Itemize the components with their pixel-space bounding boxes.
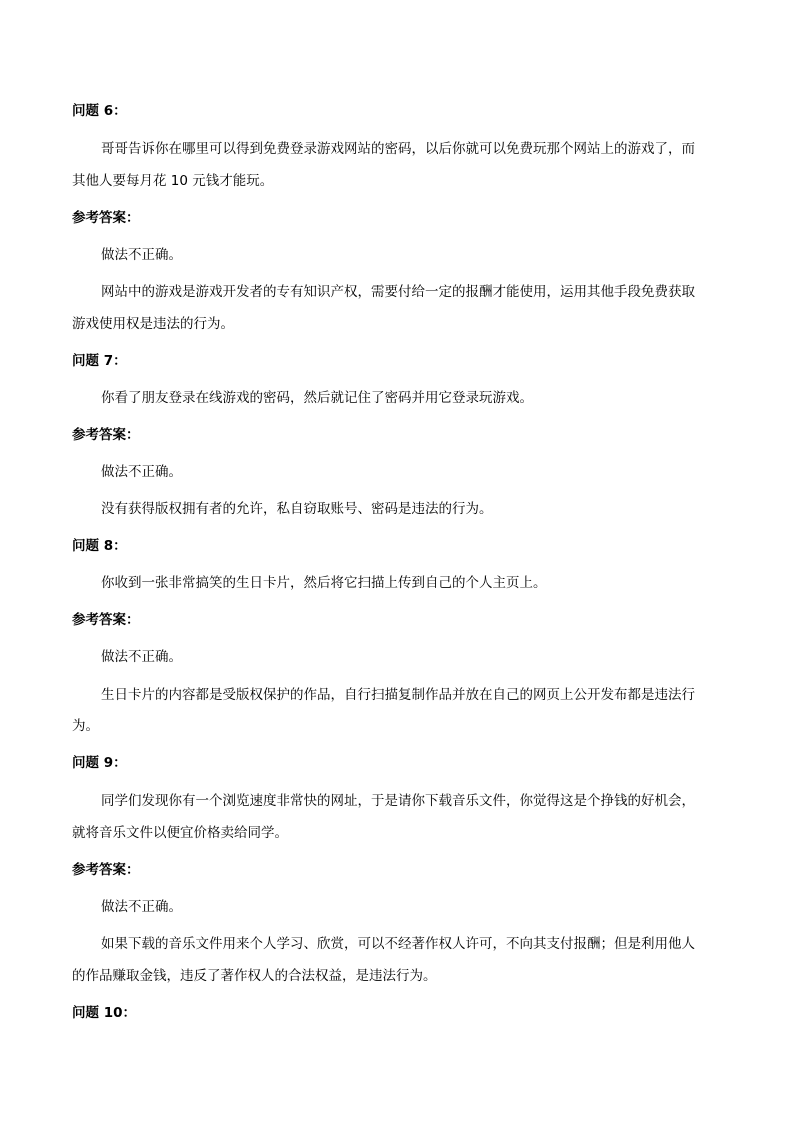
answer-verdict: 做法不正确。 xyxy=(101,464,182,480)
answer-verdict: 做法不正确。 xyxy=(101,247,182,263)
question-9-text-line-2: 就将音乐文件以便宜价格卖给同学。 xyxy=(72,825,288,841)
question-7-text-line-1: 你看了朋友登录在线游戏的密码，然后就记住了密码并用它登录玩游戏。 xyxy=(101,390,533,406)
question-10-heading: 问题 10： xyxy=(72,1005,136,1021)
answer-explanation-line-2: 游戏使用权是违法的行为。 xyxy=(72,316,234,332)
answer-explanation-line-2: 的作品赚取金钱，违反了著作权人的合法权益，是违法行为。 xyxy=(72,968,437,984)
answer-verdict: 做法不正确。 xyxy=(101,649,182,665)
question-9-text-line-1: 同学们发现你有一个浏览速度非常快的网址，于是请你下载音乐文件，你觉得这是个挣钱的好机会， xyxy=(101,793,695,809)
answer-explanation-line-1: 生日卡片的内容都是受版权保护的作品，自行扫描复制作品并放在自己的网页上公开发布都是违法行 xyxy=(101,687,695,703)
question-7-heading: 问题 7： xyxy=(72,353,127,369)
answer-explanation-line-2: 为。 xyxy=(72,718,99,734)
question-6-text-line-1: 哥哥告诉你在哪里可以得到免费登录游戏网站的密码，以后你就可以免费玩那个网站上的游戏了，而 xyxy=(101,141,695,157)
question-8-text-line-1: 你收到一张非常搞笑的生日卡片，然后将它扫描上传到自己的个人主页上。 xyxy=(101,575,547,591)
answer-heading: 参考答案： xyxy=(72,210,140,226)
answer-explanation-line-1: 没有获得版权拥有者的允许，私自窃取账号、密码是违法的行为。 xyxy=(101,501,493,517)
answer-explanation-line-1: 网站中的游戏是游戏开发者的专有知识产权，需要付给一定的报酬才能使用，运用其他手段免费获取 xyxy=(101,284,695,300)
answer-heading: 参考答案： xyxy=(72,427,140,443)
answer-explanation-line-1: 如果下载的音乐文件用来个人学习、欣赏，可以不经著作权人许可，不向其支付报酬；但是利用他人 xyxy=(101,936,695,952)
question-9-heading: 问题 9： xyxy=(72,755,127,771)
answer-heading: 参考答案： xyxy=(72,612,140,628)
question-8-heading: 问题 8： xyxy=(72,538,127,554)
question-6-heading: 问题 6： xyxy=(72,103,127,119)
question-6-text-line-2: 其他人要每月花 10 元钱才能玩。 xyxy=(72,173,274,189)
answer-heading: 参考答案： xyxy=(72,862,140,878)
answer-verdict: 做法不正确。 xyxy=(101,899,182,915)
